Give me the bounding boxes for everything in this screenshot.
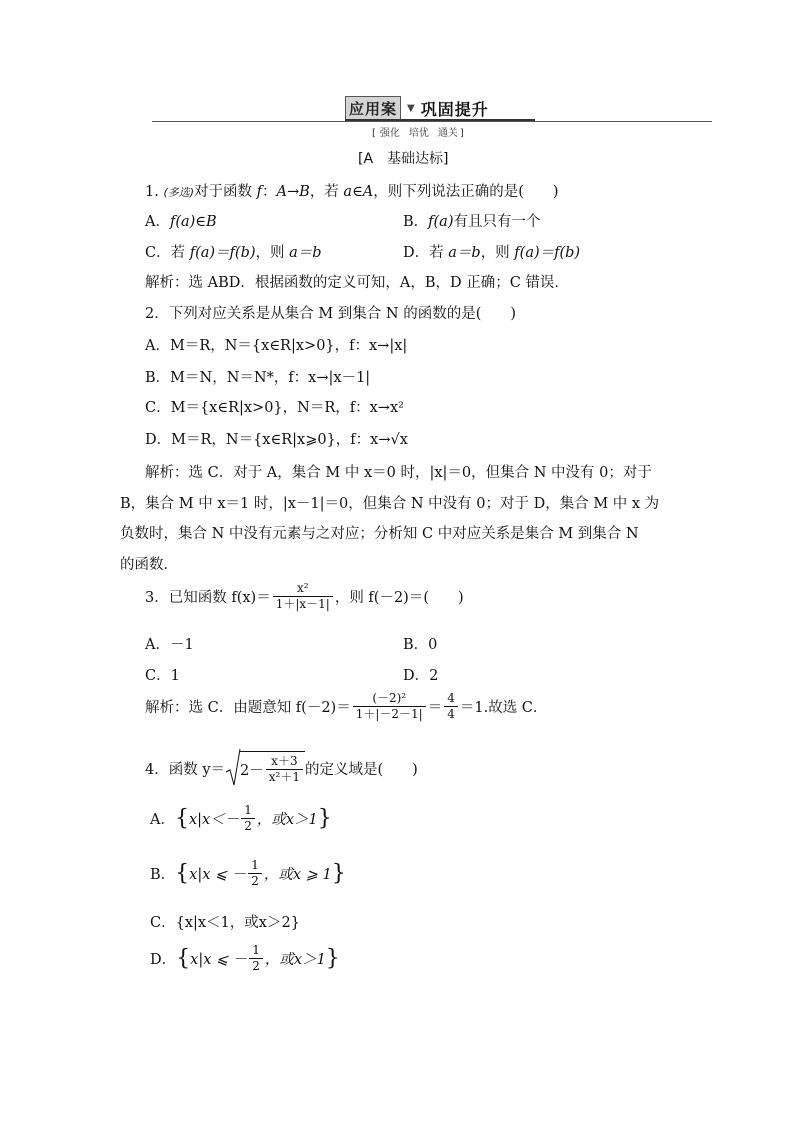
q2-solution-line1: 解析：选 C．对于 A，集合 M 中 x＝0 时，|x|＝0，但集合 N 中没有 0；对于 — [145, 465, 652, 481]
q1-option-a: A．f(a)∈B — [145, 214, 217, 230]
q2-option-c: C．M＝{x∈R|x>0}，N＝R，f：x→x² — [145, 400, 404, 416]
header-divider — [152, 121, 712, 122]
q2-solution-line3: 负数时，集合 N 中没有元素与之对应；分析知 C 中对应关系是集合 M 到集合 N — [120, 526, 639, 542]
q4-option-b: B． { x|x ⩽ － $\frac{1}{2}$ ，或x ⩾ 1 } — [150, 858, 346, 888]
q2-solution-line4: 的函数． — [120, 557, 178, 573]
q3-stem: 3．已知函数 f(x)＝ $\frac{\text{x²}}{1+|x-1|}$ ，则 f(－2)＝( ) — [145, 581, 464, 611]
q4-option-d: D． { x|x ⩽ － $\frac{1}{2}$ ，或x＞1 } — [150, 943, 340, 973]
banner-title: 巩固提升 — [420, 99, 489, 119]
q2-stem: 2．下列对应关系是从集合 M 到集合 N 的函数的是( ) — [145, 306, 517, 322]
section-banner — [345, 96, 489, 120]
q1-option-b: B．f(a)有且只有一个 — [403, 214, 541, 230]
triangle-icon: ▼ — [407, 102, 415, 114]
banner-subtitle: [ 强化 培优 通关 ] — [372, 128, 464, 139]
radical-sign-icon — [225, 748, 241, 788]
q2-solution-line2: B，集合 M 中 x＝1 时，|x－1|＝0，但集合 N 中没有 0；对于 D，集合 M 中 x 为 — [120, 496, 660, 512]
q1-option-c: C．若 f(a)＝f(b)，则 a＝b — [145, 245, 322, 261]
square-root: 2－ $\frac{x+3}{\text{x²＋1}}$ — [225, 748, 305, 788]
q3-fraction: $\frac{\text{x²}}{1+|x-1|}$ — [273, 581, 333, 612]
q4-stem: 4．函数 y＝ 2－ $\frac{x+3}{\text{x²＋1}}$ 的定义域是( ) — [145, 748, 418, 788]
q1-stem: 1. (多选)对于函数 f：A→B，若 a∈A，则下列说法正确的是( ) — [145, 184, 559, 200]
q4-option-c: C．{x|x＜1，或x＞2} — [150, 915, 300, 931]
section-title: [A 基础达标] — [358, 151, 449, 167]
q2-option-d: D．M＝R，N＝{x∈R|x⩾0}，f：x→√x — [145, 432, 408, 448]
q2-option-a: A．M＝R，N＝{x∈R|x>0}，f：x→|x| — [145, 338, 408, 354]
q1-solution: 解析：选 ABD．根据函数的定义可知，A，B，D 正确；C 错误． — [145, 275, 569, 291]
header-divider-thick — [345, 119, 535, 121]
q3-solution: 解析：选 C．由题意知 f(－2)＝ $\frac{\text{(－2)²}}{1+|-2-1|}$ ＝ $\frac{4}{4}$ ＝1.故选 C． — [145, 691, 548, 721]
q2-option-b: B．M＝N，N＝N*，f：x→|x－1| — [145, 370, 371, 386]
q3-option-b: B．0 — [403, 637, 438, 653]
banner-chip: 应用案 — [345, 96, 401, 121]
q3-option-c: C．1 — [145, 668, 180, 684]
q1-option-d: D．若 a＝b，则 f(a)＝f(b) — [403, 245, 581, 261]
q3-option-a: A．－1 — [145, 637, 194, 653]
q4-option-a: A． { x|x＜－ $\frac{1}{2}$ ，或x＞1 } — [150, 803, 332, 833]
q3-option-d: D．2 — [403, 668, 439, 684]
